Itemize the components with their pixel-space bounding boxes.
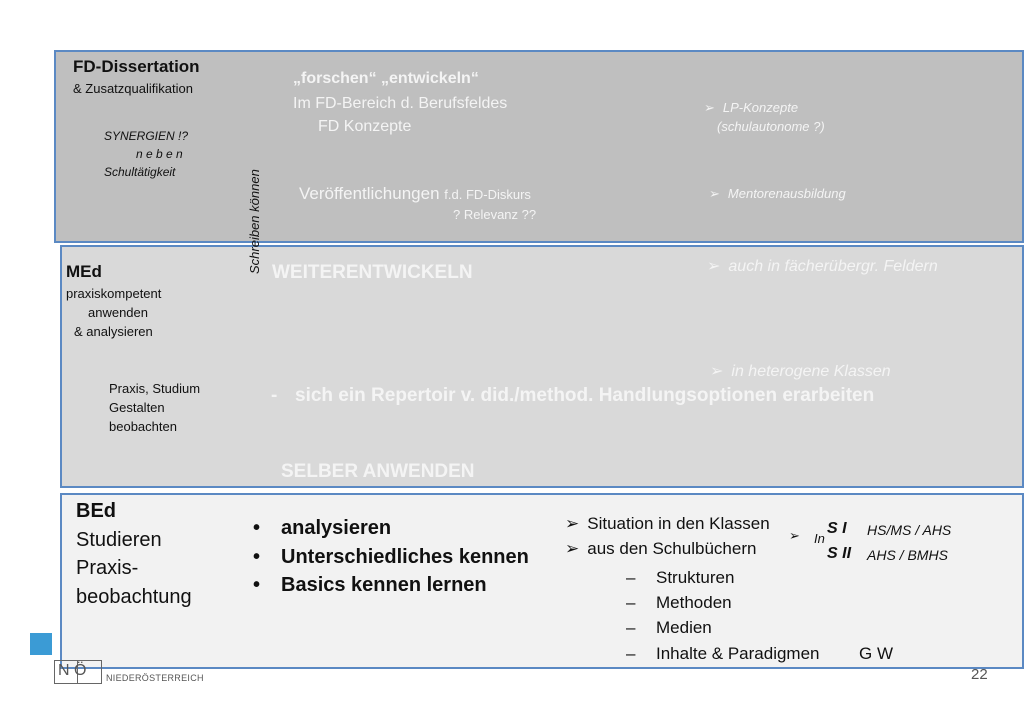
mentorenausbildung: ➢ Mentorenausbildung (709, 186, 846, 201)
veroeff-main: Veröffentlichungen (299, 184, 440, 203)
praxis-line-1: Praxis, Studium (109, 381, 201, 396)
s2-label: S II (827, 545, 852, 562)
s2-detail: AHS / BMHS (867, 547, 948, 563)
bullet-unterschiedliches: • Unterschiedliches kennen (253, 546, 529, 568)
in-label: In (814, 531, 825, 546)
fd-dissertation-heading: FD-Dissertation (73, 57, 200, 76)
dash-strukturen: – Strukturen (626, 568, 735, 587)
logo-region: NIEDERÖSTERREICH (106, 673, 204, 683)
bullet-basics: • Basics kennen lernen (253, 574, 487, 596)
logo-square-icon (30, 633, 52, 655)
arrow-bullet-icon: ➢ (704, 100, 715, 115)
veroeffentlichungen (299, 184, 531, 204)
arrow-bullet-icon: ➢ (709, 186, 720, 201)
bed-panel (60, 493, 1024, 669)
weiterentwickeln: WEITERENTWICKELN (272, 262, 473, 283)
bed-line-2: Praxis- (76, 557, 139, 579)
s1-label: S I (827, 520, 847, 537)
dash-bullet: – (626, 593, 636, 612)
arrow-schulbuecher: ➢ aus den Schulbüchern (565, 539, 757, 558)
page-number: 22 (971, 666, 988, 683)
bed-line-1: Studieren (76, 529, 162, 551)
repertoir (271, 385, 874, 407)
relevanz: ? Relevanz ?? (453, 207, 537, 222)
gw-label: G W (859, 644, 893, 663)
dash-bullet: – (626, 618, 636, 637)
s1-detail: HS/MS / AHS (867, 522, 952, 538)
med-line-1: praxiskompetent (66, 286, 162, 301)
arrow-bullet-icon: ➢ (565, 539, 580, 558)
arrow-bullet-icon: ➢ (707, 258, 721, 275)
med-line-3: & analysieren (74, 324, 153, 339)
schulautonom: (schulautonome ?) (717, 119, 825, 134)
heterogene-klassen: ➢ in heterogene Klassen (710, 363, 891, 380)
fd-konzepte: FD Konzepte (318, 118, 412, 135)
bed-heading: BEd (76, 500, 116, 522)
fd-dissertation-panel (54, 50, 1024, 243)
med-line-2: anwenden (88, 305, 148, 320)
faecheruebergreifend: ➢ auch in fächerübergr. Feldern (707, 258, 938, 275)
synergy-line-3: Schultätigkeit (104, 165, 176, 179)
med-heading: MEd (66, 262, 102, 281)
dash-bullet: - (271, 385, 278, 406)
bullet-analysieren: • analysieren (253, 517, 392, 539)
arrow-bullet-icon: ➢ (710, 363, 724, 380)
dash-methoden: – Methoden (626, 593, 732, 612)
repertoir-text: sich ein Repertoir v. did./method. Handlungsoptionen erarbeiten (295, 385, 875, 406)
dash-medien: – Medien (626, 618, 712, 637)
bullet-icon: • (253, 546, 261, 568)
logo-letters: N Ö (58, 662, 87, 679)
fd-sub: & Zusatzqualifikation (73, 81, 193, 96)
arrow-in-icon: ➢ (789, 528, 800, 543)
forschen-entwickeln: „forschen“ „entwickeln“ (293, 70, 479, 87)
schreiben-koennen-vertical: Schreiben können (247, 169, 262, 274)
veroeff-small: f.d. FD-Diskurs (444, 187, 531, 202)
bed-line-3: beobachtung (76, 586, 192, 608)
praxis-line-2: Gestalten (109, 400, 165, 415)
synergy-line-1: SYNERGIEN !? (104, 129, 189, 143)
arrow-situation: ➢ Situation in den Klassen (565, 514, 770, 533)
dash-bullet: – (626, 644, 636, 663)
arrow-bullet-icon: ➢ (565, 514, 580, 533)
praxis-line-3: beobachten (109, 419, 177, 434)
dash-inhalte: – Inhalte & Paradigmen (626, 644, 820, 663)
lp-konzepte: ➢ LP-Konzepte (704, 100, 799, 115)
selber-anwenden: SELBER ANWENDEN (281, 461, 475, 482)
bullet-icon: • (253, 574, 261, 596)
synergy-line-2: n e b e n (136, 147, 183, 161)
fd-bereich: Im FD-Bereich d. Berufsfeldes (293, 95, 508, 112)
dash-bullet: – (626, 568, 636, 587)
bullet-icon: • (253, 517, 261, 539)
